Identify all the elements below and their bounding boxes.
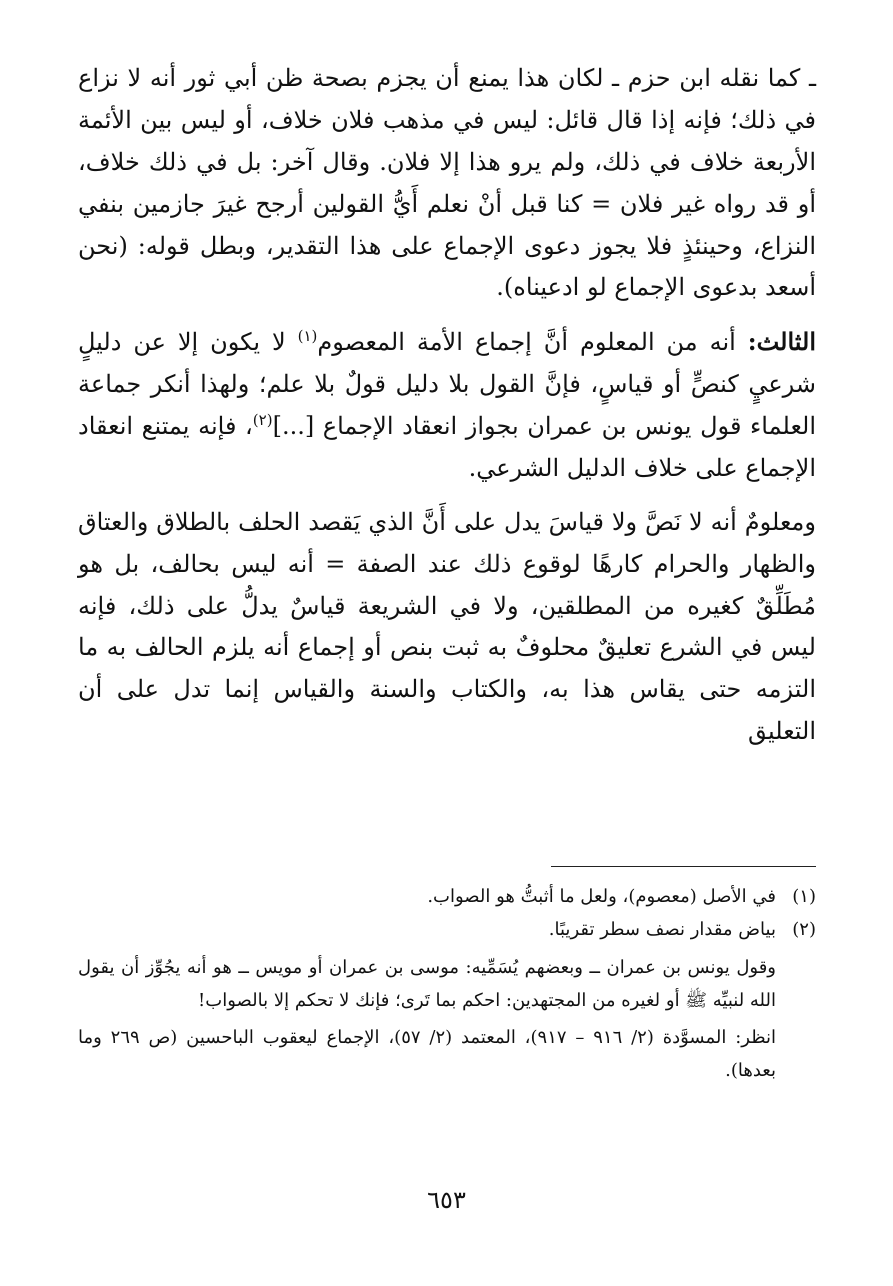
footnote-2 bbox=[78, 913, 816, 946]
footnote-2-explanation: وقول يونس بن عمران ــ وبعضهم يُسَمِّيه: موسى بن عمران أو مويس ــ هو أنه يجُوِّز أن يقول الله لنبيِّه ﷺ أو لغيره من المجتهدين: احكم بما تَرى؛ فإنك لا تحكم إلا بالصواب! bbox=[78, 956, 776, 1011]
paragraph-2 bbox=[78, 321, 816, 490]
footnote-1-text: في الأصل (معصوم)، ولعل ما أثبتُّ هو الصواب. bbox=[427, 886, 776, 907]
paragraph-2-part-b: لا يكون إلا عن دليلٍ شرعيٍ كنصٍّ أو قياسٍ، فإنَّ القول بلا دليل قولٌ بلا علم؛ ولهذا أنكر جماعة العلماء قول يونس بن عمران بجواز انعقاد الإجماع [...] bbox=[78, 328, 817, 440]
paragraph-1: ـ كما نقله ابن حزم ـ لكان هذا يمنع أن يجزم بصحة ظن أبي ثور أنه لا نزاع في ذلك؛ فإنه إذا قال قائل: ليس في مذهب فلان خلاف، أو ليس بين الأئمة الأربعة خلاف في ذلك، ولم يرو هذا إلا فلان. وقال آخر: بل في ذلك خلاف، أو قد رواه غير فلان = كنا قبل أنْ نعلم أَيُّ القولين أرجح غيرَ جازمين بنفي النزاع، وحينئذٍ فلا يجوز دعوى الإجماع على هذا التقدير، وبطل قوله: (نحن أسعد بدعوى الإجماع لو ادعيناه). bbox=[78, 64, 816, 302]
footnote-separator bbox=[551, 866, 816, 867]
paragraph-2-lead: الثالث: bbox=[747, 327, 817, 357]
page-number: ٦٥٣ bbox=[427, 1186, 466, 1214]
paragraph-2-part-c: ، فإنه يمتنع انعقاد الإجماع على خلاف الدليل الشرعي. bbox=[78, 412, 816, 482]
footnote-ref-1[interactable]: (١) bbox=[297, 327, 318, 346]
paragraph-2-part-a: أنه من المعلوم أنَّ إجماع الأمة المعصوم bbox=[317, 328, 748, 357]
footnote-2-references: انظر: المسوَّدة (٢/ ٩١٦ – ٩١٧)، المعتمد (٢/ ٥٧)، الإجماع ليعقوب الباحسين (ص ٢٦٩ وما بعدها). bbox=[78, 1027, 776, 1082]
footnote-ref-2[interactable]: (٢) bbox=[252, 411, 273, 429]
paragraph-3: ومعلومٌ أنه لا نَصَّ ولا قياسَ يدل على أَنَّ الذي يَقصد الحلف بالطلاق والعتاق والظهار والحرام كارهًا لوقوع ذلك عند الصفة = أنه ليس بحالف، بل هو مُطَلِّقٌ كغيره من المطلقين، ولا في الشريعة قياسٌ يدلُّ على ذلك، فإنه ليس في الشرع تعليقٌ محلوفٌ به ثبت بنص أو إجماع أنه يلزم الحالف به ما التزمه حتى يقاس هذا به، والكتاب والسنة والقياس إنما تدل على أن التعليق bbox=[78, 507, 816, 746]
footnote-2-text: بياض مقدار نصف سطر تقريبًا. bbox=[548, 919, 776, 941]
footnotes bbox=[78, 880, 816, 1088]
main-text bbox=[78, 58, 816, 753]
footnote-1-number: (١) bbox=[792, 886, 816, 907]
footnote-2-number: (٢) bbox=[792, 919, 816, 941]
body-text bbox=[78, 58, 816, 753]
footnote-1 bbox=[78, 880, 816, 913]
